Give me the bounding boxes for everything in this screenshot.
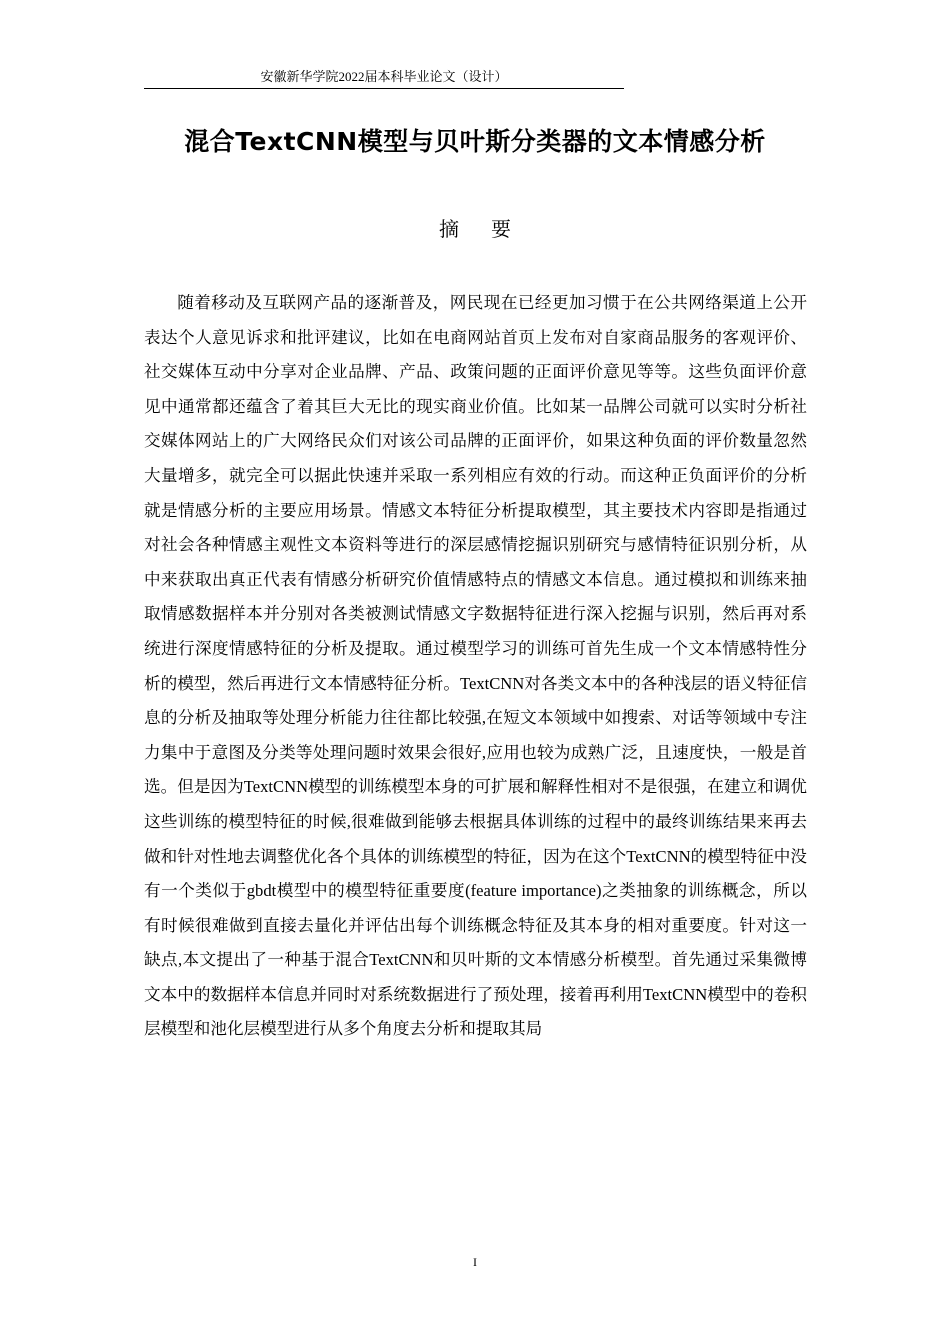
abstract-heading: 摘要 xyxy=(439,217,543,241)
document-title: 混合TextCNN模型与贝叶斯分类器的文本情感分析 xyxy=(184,127,766,156)
abstract-body xyxy=(144,286,807,1220)
running-header: 安徽新华学院2022届本科毕业论文（设计） xyxy=(144,68,624,89)
page-number: I xyxy=(473,1255,477,1269)
abstract-paragraph: 随着移动及互联网产品的逐渐普及，网民现在已经更加习惯于在公共网络渠道上公开表达个人意见诉求和批评建议，比如在电商网站首页上发布对自家商品服务的客观评价、社交媒体互动中分享对企业品牌、产品、政策问题的正面评价意见等等。这些负面评价意见中通常都还蕴含了着其巨大无比的现实商业价值。比如某一品牌公司就可以实时分析社交媒体网站上的广大网络民众们对该公司品牌的正面评价，如果这种负面的评价数量忽然大量增多，就完全可以据此快速并采取一系列相应有效的行动。而这种正负面评价的分析就是情感分析的主要应用场景。情感文本特征分析提取模型，其主要技术内容即是指通过对社会各种情感主观性文本资料等进行的深层感情挖掘识别研究与感情特征识别分析，从中来获取出真正代表有情感分析研究价值情感特点的情感文本信息。通过模拟和训练来抽取情感数据样本并分别对各类被测试情感文字数据特征进行深入挖掘与识别，然后再对系统进行深度情感特征的分析及提取。通过模型学习的训练可首先生成一个文本情感特性分析的模型，然后再进行文本情感特征分析。TextCNN对各类文本中的各种浅层的语义特征信息的分析及抽取等处理分析能力往往都比较强,在短文本领域中如搜索、对话等领域中专注力集中于意图及分类等处理问题时效果会很好,应用也较为成熟广泛，且速度快，一般是首选。但是因为TextCNN模型的训练模型本身的可扩展和解释性相对不是很强，在建立和调优这些训练的模型特征的时候,很难做到能够去根据具体训练的过程中的最终训练结果来再去做和针对性地去调整优化各个具体的训练模型的特征，因为在这个TextCNN的模型特征中没有一个类似于gbdt模型中的模型特征重要度(feature importance)之类抽象的训练概念，所以有时候很难做到直接去量化并评估出每个训练概念特征及其本身的相对重要度。针对这一缺点,本文提出了一种基于混合TextCNN和贝叶斯的文本情感分析模型。首先通过采集微博文本中的数据样本信息并同时对系统数据进行了预处理，接着再利用TextCNN模型中的卷积层模型和池化层模型进行从多个角度去分析和提取其局 xyxy=(144,293,807,1039)
